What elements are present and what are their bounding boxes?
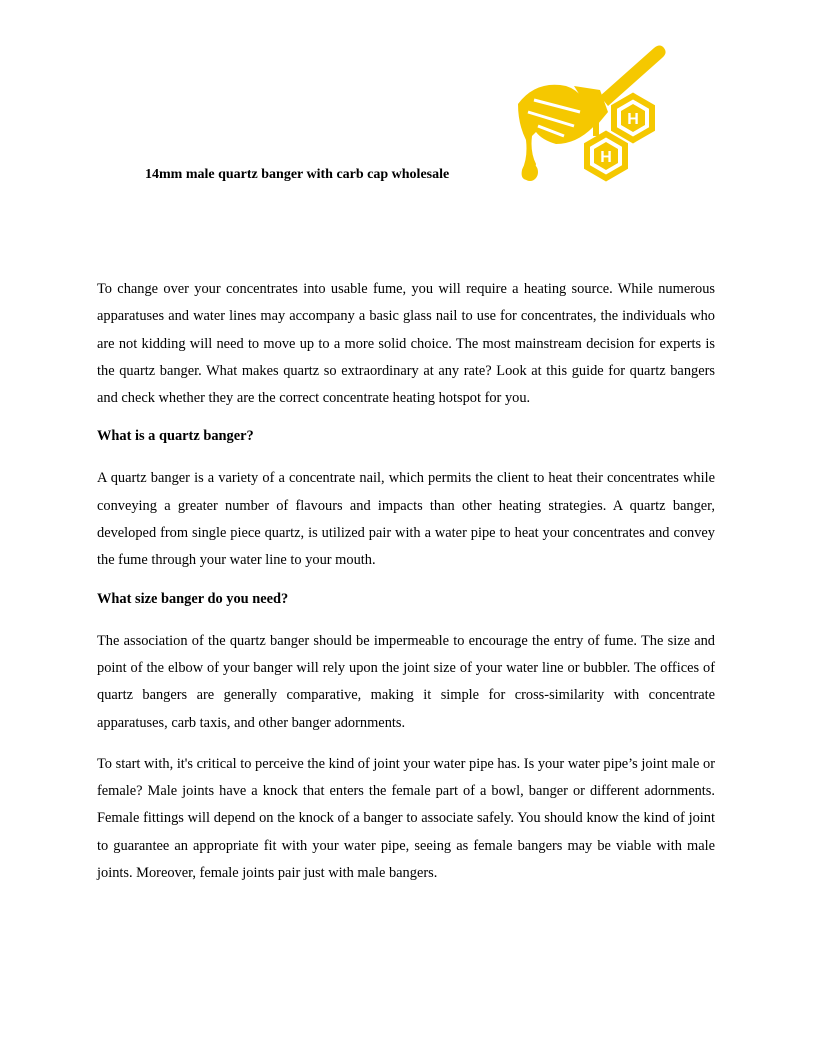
heading-banger-size: What size banger do you need?	[97, 590, 289, 607]
paint-drip-icon	[522, 163, 538, 181]
paragraph-joint-type: To start with, it's critical to perceive the kind of joint your water pipe has. Is your water pipe’s joint male or female? Male joints have a knock that enters the female part of a bowl, banger or different adornments. Female fittings will depend on the knock of a banger to associate safely. You should know the kind of joint to guarantee an appropriate fit with your water pipe, seeing as female bangers may be viable with male joints. Moreover, female joints pair just with male bangers.	[97, 755, 715, 882]
hexagon-h-icon-top	[614, 96, 652, 140]
paragraph-intro: To change over your concentrates into usable fume, you will require a heating source. While numerous apparatuses and water lines may accompany a basic glass nail to use for concentrates, the individuals who are not kidding will need to move up to a more solid choice. The most mainstream decision for experts is the quartz banger. What makes quartz so extraordinary at any rate? Look at this guide for quartz bangers and check whether they are the correct concentrate heating hotspot for you.	[97, 281, 715, 407]
document-body	[97, 276, 715, 901]
paint-brush-hexagon-logo	[508, 40, 668, 185]
document-title: 14mm male quartz banger with carb cap wholesale	[145, 167, 450, 182]
paragraph-association: The association of the quartz banger should be impermeable to encourage the entry of fume. The size and point of the elbow of your banger will rely upon the joint size of your water line or bubbler. The offices of quartz bangers are generally comparative, making it simple for cross-similarity with concentrate apparatuses, carb taxis, and other banger adornments.	[97, 632, 715, 731]
svg-text:H: H	[627, 111, 639, 128]
hexagon-h-icon-bottom	[587, 134, 625, 178]
paragraph-quartz-banger: A quartz banger is a variety of a concentrate nail, which permits the client to heat their concentrates while conveying a greater number of flavours and impacts than other heating strategies. A quartz banger, developed from single piece quartz, is utilized pair with a water pipe to heat your concentrates and convey the fume through your water line to your mouth.	[97, 470, 715, 569]
heading-what-is-quartz-banger: What is a quartz banger?	[97, 428, 254, 445]
svg-text:H: H	[600, 149, 612, 166]
